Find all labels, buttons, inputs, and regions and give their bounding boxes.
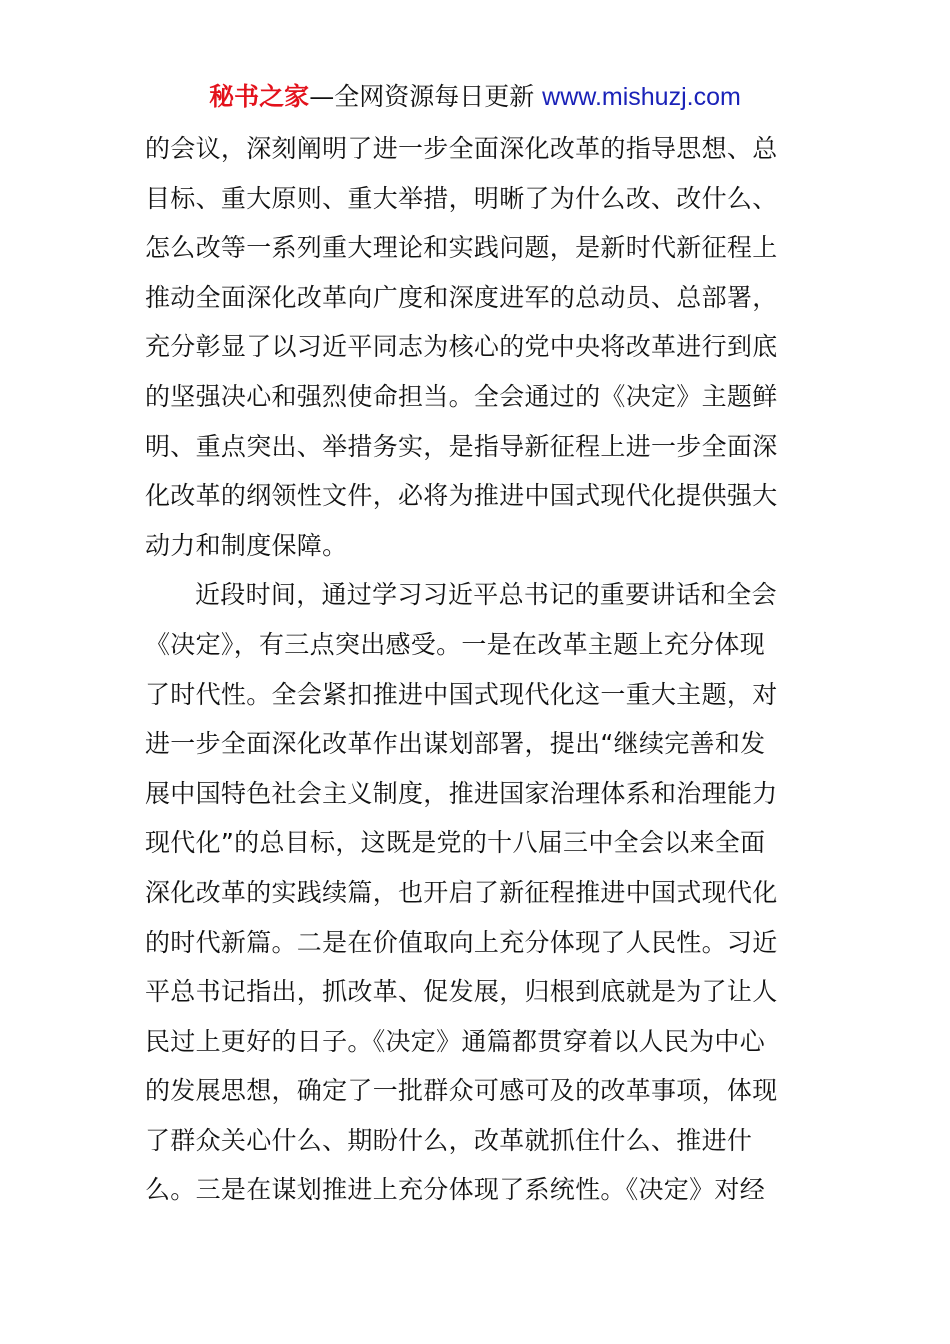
page-header xyxy=(0,80,950,114)
text-line: 的时代新篇。二是在价值取向上充分体现了人民性。习近 xyxy=(145,927,778,957)
text-line: 了群众关心什么、期盼什么，改革就抓住什么、推进什 xyxy=(145,1125,753,1155)
text-line: 目标、重大原则、重大举措，明晰了为什么改、改什么、 xyxy=(145,183,778,213)
text-line: 《决定》，有三点突出感受。一是在改革主题上充分体现 xyxy=(145,629,766,659)
text-line: 展中国特色社会主义制度，推进国家治理体系和治理能力 xyxy=(145,778,778,808)
text-line: 民过上更好的日子。《决定》通篇都贯穿着以人民为中心 xyxy=(145,1026,766,1056)
document-body xyxy=(145,124,805,1215)
text-line: 的会议，深刻阐明了进一步全面深化改革的指导思想、总 xyxy=(145,134,778,163)
text-line: 么。三是在谋划推进上充分体现了系统性。《决定》对经 xyxy=(145,1175,766,1205)
text-line: 怎么改等一系列重大理论和实践问题，是新时代新征程上 xyxy=(145,233,778,263)
text-line: 动力和制度保障。 xyxy=(145,530,348,560)
site-tagline: —全网资源每日更新 xyxy=(309,82,535,111)
text-line: 明、重点突出、举措务实，是指导新征程上进一步全面深 xyxy=(145,431,778,461)
text-line: 推动全面深化改革向广度和深度进军的总动员、总部署， xyxy=(145,282,778,312)
site-brand: 秘书之家 xyxy=(209,82,310,111)
text-line: 平总书记指出，抓改革、促发展，归根到底就是为了让人 xyxy=(145,977,778,1007)
text-line: 的发展思想，确定了一批群众可感可及的改革事项，体现 xyxy=(145,1076,778,1106)
paragraph-first-line: 近段时间，通过学习习近平总书记的重要讲话和全会 xyxy=(195,580,777,610)
site-url-link[interactable]: www.mishuzj.com xyxy=(542,83,741,111)
text-line: 深化改革的实践续篇，也开启了新征程推进中国式现代化 xyxy=(145,877,778,907)
text-line: 现代化”的总目标，这既是党的十八届三中全会以来全面 xyxy=(145,828,766,858)
text-line: 了时代性。全会紧扣推进中国式现代化这一重大主题，对 xyxy=(145,679,778,709)
text-line: 进一步全面深化改革作出谋划部署，提出“继续完善和发 xyxy=(145,729,766,759)
text-line: 充分彰显了以习近平同志为核心的党中央将改革进行到底 xyxy=(145,332,778,362)
text-line: 化改革的纲领性文件，必将为推进中国式现代化提供强大 xyxy=(145,481,778,511)
text-line: 的坚强决心和强烈使命担当。全会通过的《决定》主题鲜 xyxy=(145,381,778,411)
